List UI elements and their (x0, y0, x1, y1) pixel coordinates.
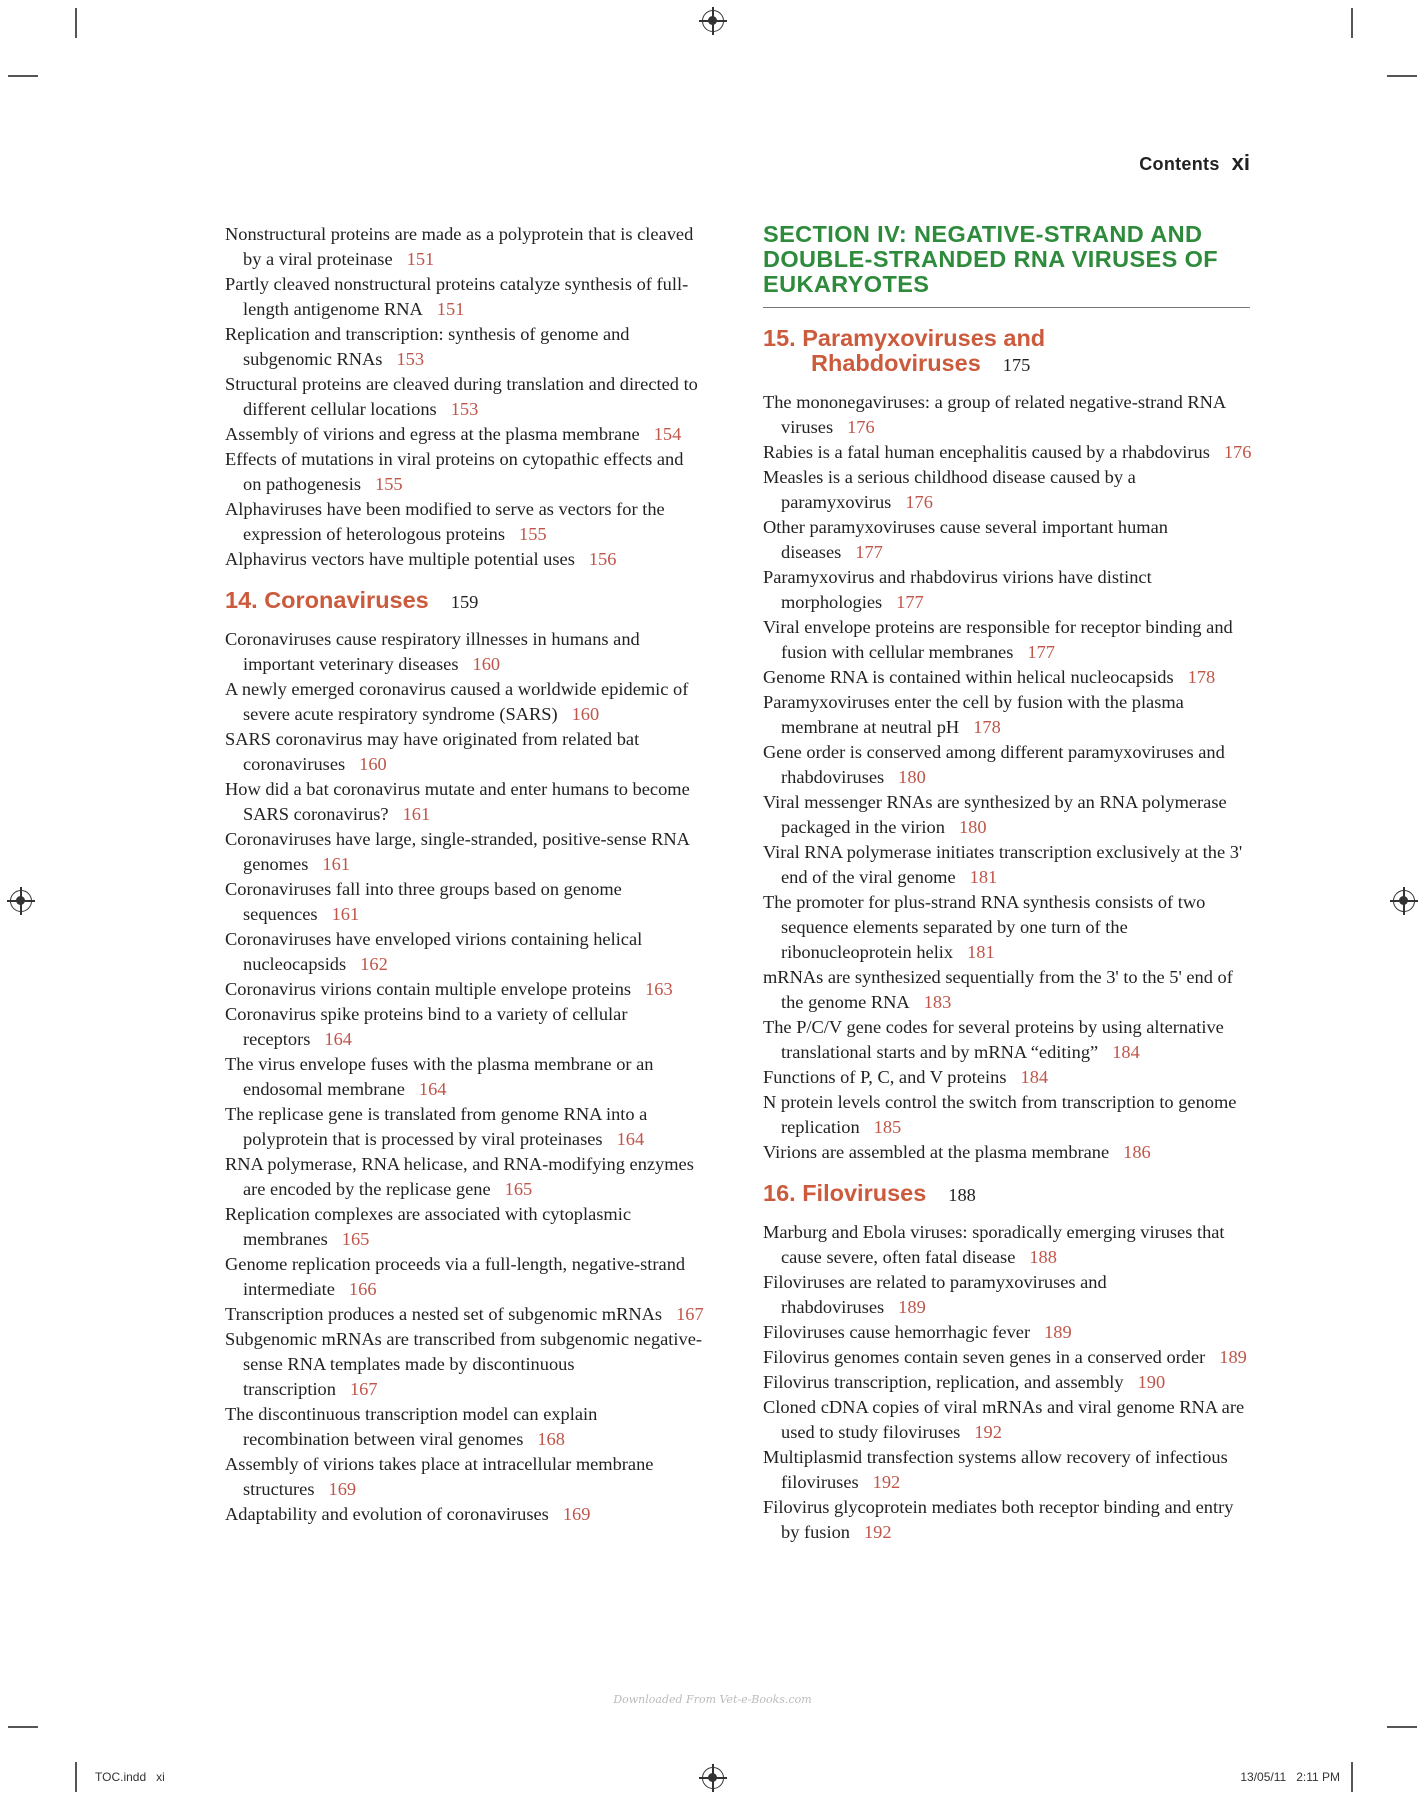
chapter-page: 175 (1002, 355, 1031, 375)
toc-entry[interactable] (225, 1252, 705, 1302)
chapter-15-entries (763, 390, 1253, 1165)
toc-entry-page[interactable]: 160 (359, 754, 387, 774)
toc-entry-page[interactable]: 189 (1044, 1322, 1072, 1342)
toc-entry[interactable] (763, 1065, 1253, 1090)
toc-entry-title: Coronaviruses have enveloped virions containing helical nucleocapsids (225, 929, 643, 974)
toc-entry[interactable] (763, 965, 1253, 1015)
toc-entry-title: Filoviruses are related to paramyxoviruses and rhabdoviruses (763, 1272, 1107, 1317)
toc-entry-title: Marburg and Ebola viruses: sporadically emerging viruses that cause severe, often fatal disease (763, 1222, 1225, 1267)
toc-entry-title: The P/C/V gene codes for several proteins by using alternative translational starts and by mRNA “editing” (763, 1017, 1224, 1062)
toc-entry-page[interactable]: 185 (873, 1117, 902, 1137)
toc-entry[interactable] (225, 1152, 705, 1202)
toc-entry[interactable] (225, 547, 705, 572)
toc-entry-title: Viral RNA polymerase initiates transcription exclusively at the 3' end of the viral genome (763, 842, 1243, 887)
toc-entry[interactable] (763, 1370, 1253, 1395)
toc-entry-page[interactable]: 166 (348, 1279, 377, 1299)
toc-entry-page[interactable]: 163 (645, 979, 673, 999)
toc-entry-title: Coronavirus spike proteins bind to a variety of cellular receptors (225, 1004, 628, 1049)
toc-entry-page[interactable]: 184 (1112, 1042, 1140, 1062)
chapter-heading (225, 588, 705, 615)
toc-entry[interactable] (225, 1402, 705, 1452)
toc-entry-page[interactable]: 190 (1137, 1372, 1166, 1392)
toc-entry-title: Filoviruses cause hemorrhagic fever (763, 1322, 1031, 1342)
toc-entry[interactable] (225, 1202, 705, 1252)
chapter-title: 16. Filoviruses (763, 1180, 927, 1206)
toc-entry-title: N protein levels control the switch from transcription to genome replication (763, 1092, 1237, 1137)
toc-entry[interactable] (763, 740, 1253, 790)
toc-entry[interactable] (225, 1002, 705, 1052)
toc-entry-title: Transcription produces a nested set of subgenomic mRNAs (225, 1304, 663, 1324)
toc-entry-title: Rabies is a fatal human encephalitis caused by a rhabdovirus (763, 442, 1210, 462)
slug-filename: TOC.indd (95, 1770, 147, 1784)
crop-mark (75, 1762, 77, 1792)
toc-entry[interactable] (763, 565, 1253, 615)
toc-entry-page[interactable]: 161 (322, 854, 350, 874)
toc-entry[interactable] (763, 1140, 1253, 1165)
toc-entry-title: Viral envelope proteins are responsible for receptor binding and fusion with cellular membranes (763, 617, 1233, 662)
toc-entry-page[interactable]: 154 (653, 424, 682, 444)
chapter-title: 15. Paramyxoviruses and (763, 325, 1046, 351)
toc-entry-page[interactable]: 188 (1029, 1247, 1057, 1267)
toc-entry[interactable] (225, 372, 705, 422)
toc-entry-page[interactable]: 161 (331, 904, 360, 924)
toc-entry-page[interactable]: 168 (537, 1429, 565, 1449)
toc-entry[interactable] (225, 222, 705, 272)
toc-entry-page[interactable]: 192 (863, 1522, 892, 1542)
toc-entry[interactable] (763, 390, 1253, 440)
toc-entry-page[interactable]: 176 (847, 417, 875, 437)
toc-entry[interactable] (225, 727, 705, 777)
toc-entry-title: Alphaviruses have been modified to serve as vectors for the expression of heterologous proteins (225, 499, 665, 544)
toc-entry-title: Coronaviruses have large, single-stranded, positive-sense RNA genomes (225, 829, 689, 874)
toc-entry-page[interactable]: 155 (375, 474, 403, 494)
toc-entry[interactable] (225, 422, 705, 447)
toc-entry-page[interactable]: 151 (436, 299, 465, 319)
running-head-title: Contents (1139, 154, 1220, 174)
toc-entry-page[interactable]: 165 (504, 1179, 533, 1199)
toc-entry-page[interactable]: 189 (1219, 1347, 1247, 1367)
toc-entry[interactable] (225, 827, 705, 877)
toc-entry-page[interactable]: 162 (360, 954, 388, 974)
toc-entry-title: Filovirus glycoprotein mediates both receptor binding and entry by fusion (763, 1497, 1234, 1542)
toc-entry[interactable] (763, 790, 1253, 840)
toc-entry-title: RNA polymerase, RNA helicase, and RNA-modifying enzymes are encoded by the replicase gene (225, 1154, 694, 1199)
toc-entry-page[interactable]: 186 (1123, 1142, 1151, 1162)
toc-entry-title: Alphavirus vectors have multiple potential uses (225, 549, 575, 569)
toc-entry-title: Functions of P, C, and V proteins (763, 1067, 1007, 1087)
toc-entry[interactable] (763, 440, 1253, 465)
toc-entry[interactable] (763, 890, 1253, 965)
toc-entry-page[interactable]: 160 (571, 704, 600, 724)
slug-timestamp (1240, 1770, 1340, 1784)
toc-entry-page[interactable]: 192 (872, 1472, 901, 1492)
chapter-14-entries (225, 627, 705, 1527)
toc-entry[interactable] (225, 447, 705, 497)
slug-folio: xi (156, 1770, 165, 1784)
toc-entry[interactable] (225, 1102, 705, 1152)
toc-entry[interactable] (225, 1302, 705, 1327)
toc-entry-page[interactable]: 153 (396, 349, 425, 369)
toc-entry-title: Effects of mutations in viral proteins on cytopathic effects and on pathogenesis (225, 449, 684, 494)
toc-entry-page[interactable]: 183 (923, 992, 952, 1012)
toc-entry-page[interactable]: 184 (1020, 1067, 1049, 1087)
crop-mark (1351, 8, 1353, 38)
section-title: SECTION IV: NEGATIVE-STRAND AND DOUBLE-STRANDED RNA VIRUSES OF EUKARYOTES (763, 221, 1219, 297)
toc-entry-title: Gene order is conserved among different paramyxoviruses and rhabdoviruses (763, 742, 1225, 787)
toc-entry-title: The discontinuous transcription model can explain recombination between viral genomes (225, 1404, 598, 1449)
toc-entry-page[interactable]: 169 (562, 1504, 591, 1524)
toc-entries-continued (225, 222, 705, 572)
toc-entry-page[interactable]: 177 (1027, 642, 1055, 662)
toc-entry-title: Assembly of virions and egress at the plasma membrane (225, 424, 640, 444)
toc-entry[interactable] (763, 665, 1253, 690)
toc-entry[interactable] (763, 1270, 1253, 1320)
toc-entry-title: The replicase gene is translated from genome RNA into a polyprotein that is processed by viral proteinases (225, 1104, 648, 1149)
toc-entry-title: Filovirus transcription, replication, and assembly (763, 1372, 1124, 1392)
chapter-page: 188 (948, 1185, 976, 1205)
toc-entry-page[interactable]: 167 (349, 1379, 378, 1399)
chapter-page: 159 (450, 592, 479, 612)
toc-entry[interactable] (225, 777, 705, 827)
toc-entry-page[interactable]: 156 (588, 549, 617, 569)
toc-entry-page[interactable]: 178 (1187, 667, 1216, 687)
toc-entry[interactable] (225, 977, 705, 1002)
toc-entry[interactable] (225, 1502, 705, 1527)
toc-entry[interactable] (763, 1015, 1253, 1065)
toc-entry[interactable] (225, 1327, 705, 1402)
toc-entry[interactable] (763, 690, 1253, 740)
crop-mark (75, 8, 77, 38)
toc-entry-page[interactable]: 178 (973, 717, 1001, 737)
crop-mark (1387, 1726, 1417, 1728)
slug-file (95, 1770, 165, 1784)
toc-entry-title: Viral messenger RNAs are synthesized by an RNA polymerase packaged in the virion (763, 792, 1227, 837)
toc-entry-title: Replication complexes are associated with cytoplasmic membranes (225, 1204, 631, 1249)
toc-entry[interactable] (225, 1052, 705, 1102)
toc-entry-page[interactable]: 167 (676, 1304, 704, 1324)
toc-entry[interactable] (225, 927, 705, 977)
watermark: Downloaded From Vet-e-Books.com (613, 1693, 812, 1706)
toc-entry[interactable] (763, 1090, 1253, 1140)
toc-entry-page[interactable]: 189 (898, 1297, 926, 1317)
toc-entry[interactable] (225, 272, 705, 322)
toc-entry-title: SARS coronavirus may have originated from related bat coronaviruses (225, 729, 640, 774)
toc-entry[interactable] (763, 1395, 1253, 1445)
toc-entry[interactable] (225, 877, 705, 927)
toc-entry-title: Other paramyxoviruses cause several important human diseases (763, 517, 1168, 562)
toc-entry[interactable] (225, 677, 705, 727)
toc-entry[interactable] (225, 1452, 705, 1502)
toc-entry-page[interactable]: 164 (324, 1029, 352, 1049)
toc-entry-title: The promoter for plus-strand RNA synthesis consists of two sequence elements separated by one turn of the ribonucleoprotein helix (763, 892, 1206, 962)
toc-entry-page[interactable]: 192 (974, 1422, 1002, 1442)
registration-mark-icon (702, 10, 724, 32)
toc-entry-title: Replication and transcription: synthesis of genome and subgenomic RNAs (225, 324, 630, 369)
crop-mark (8, 75, 38, 77)
toc-entry-page[interactable]: 180 (958, 817, 987, 837)
chapter-title: 14. Coronaviruses (225, 587, 429, 613)
toc-entry-page[interactable]: 161 (402, 804, 431, 824)
toc-entry-title: Multiplasmid transfection systems allow recovery of infectious filoviruses (763, 1447, 1228, 1492)
chapter-16-entries (763, 1220, 1253, 1545)
page-folio: xi (1231, 150, 1250, 175)
toc-entry-title: A newly emerged coronavirus caused a worldwide epidemic of severe acute respiratory syndrome (SARS) (225, 679, 689, 724)
toc-entry[interactable] (763, 1220, 1253, 1270)
toc-entry-title: Structural proteins are cleaved during translation and directed to different cellular locations (225, 374, 698, 419)
toc-entry-title: Nonstructural proteins are made as a polyprotein that is cleaved by a viral proteinase (225, 224, 694, 269)
toc-entry-page[interactable]: 165 (341, 1229, 370, 1249)
crop-mark (1387, 75, 1417, 77)
chapter-heading (763, 326, 1253, 378)
slug-date: 13/05/11 (1240, 1770, 1287, 1784)
toc-entry[interactable] (763, 1320, 1253, 1345)
toc-entry-title: Cloned cDNA copies of viral mRNAs and viral genome RNA are used to study filoviruses (763, 1397, 1245, 1442)
toc-entry-title: Partly cleaved nonstructural proteins catalyze synthesis of full-length antigenome RNA (225, 274, 689, 319)
chapter-heading (763, 1181, 1253, 1208)
toc-entry-page[interactable]: 153 (450, 399, 479, 419)
toc-entry-title: Adaptability and evolution of coronaviruses (225, 1504, 549, 1524)
toc-entry-title: Coronaviruses fall into three groups based on genome sequences (225, 879, 622, 924)
toc-entry-title: How did a bat coronavirus mutate and enter humans to become SARS coronavirus? (225, 779, 690, 824)
toc-entry[interactable] (225, 627, 705, 677)
toc-entry-page[interactable]: 169 (328, 1479, 357, 1499)
toc-entry[interactable] (763, 1345, 1253, 1370)
toc-entry-title: Coronavirus virions contain multiple envelope proteins (225, 979, 632, 999)
toc-entry-page[interactable]: 176 (905, 492, 933, 512)
toc-entry[interactable] (763, 515, 1253, 565)
toc-entry-title: Paramyxoviruses enter the cell by fusion with the plasma membrane at neutral pH (763, 692, 1184, 737)
toc-entry-page[interactable]: 164 (418, 1079, 447, 1099)
toc-entry-page[interactable]: 180 (898, 767, 926, 787)
right-column (763, 222, 1253, 1545)
toc-entry-title: Subgenomic mRNAs are transcribed from subgenomic negative-sense RNA templates made by discontinuous transcription (225, 1329, 703, 1399)
chapter-title-continued: Rhabdoviruses (811, 350, 981, 376)
registration-mark-icon (1393, 890, 1415, 912)
slug-time: 2:11 PM (1296, 1770, 1340, 1784)
toc-entry-page[interactable]: 160 (472, 654, 501, 674)
registration-mark-icon (702, 1767, 724, 1789)
left-column (225, 222, 705, 1527)
toc-entry[interactable] (763, 1495, 1253, 1545)
toc-entry[interactable] (763, 465, 1253, 515)
toc-entry-title: Coronaviruses cause respiratory illnesses in humans and important veterinary diseases (225, 629, 640, 674)
toc-entry-title: Paramyxovirus and rhabdovirus virions have distinct morphologies (763, 567, 1152, 612)
toc-entry-title: Genome RNA is contained within helical nucleocapsids (763, 667, 1174, 687)
toc-entry-title: The virus envelope fuses with the plasma membrane or an endosomal membrane (225, 1054, 654, 1099)
toc-entry-page[interactable]: 176 (1223, 442, 1252, 462)
toc-entry-title: Assembly of virions takes place at intracellular membrane structures (225, 1454, 654, 1499)
toc-entry-page[interactable]: 151 (406, 249, 435, 269)
toc-entry[interactable] (763, 1445, 1253, 1495)
running-head (1139, 150, 1250, 176)
toc-entry-page[interactable]: 177 (896, 592, 924, 612)
toc-entry[interactable] (225, 322, 705, 372)
toc-entry[interactable] (763, 840, 1253, 890)
toc-entry-title: mRNAs are synthesized sequentially from the 3' to the 5' end of the genome RNA (763, 967, 1233, 1012)
toc-entry-page[interactable]: 177 (855, 542, 883, 562)
crop-mark (8, 1726, 38, 1728)
toc-entry-title: Measles is a serious childhood disease caused by a paramyxovirus (763, 467, 1136, 512)
toc-entry-page[interactable]: 155 (519, 524, 547, 544)
toc-entry-title: Genome replication proceeds via a full-length, negative-strand intermediate (225, 1254, 686, 1299)
toc-entry-page[interactable]: 181 (969, 867, 998, 887)
registration-mark-icon (10, 890, 32, 912)
toc-entry-title: The mononegaviruses: a group of related negative-strand RNA viruses (763, 392, 1226, 437)
toc-entry-page[interactable]: 181 (967, 942, 995, 962)
toc-entry[interactable] (763, 615, 1253, 665)
toc-entry[interactable] (225, 497, 705, 547)
toc-entry-title: Filovirus genomes contain seven genes in a conserved order (763, 1347, 1206, 1367)
toc-entry-title: Virions are assembled at the plasma membrane (763, 1142, 1110, 1162)
toc-entry-page[interactable]: 164 (616, 1129, 645, 1149)
crop-mark (1351, 1762, 1353, 1792)
